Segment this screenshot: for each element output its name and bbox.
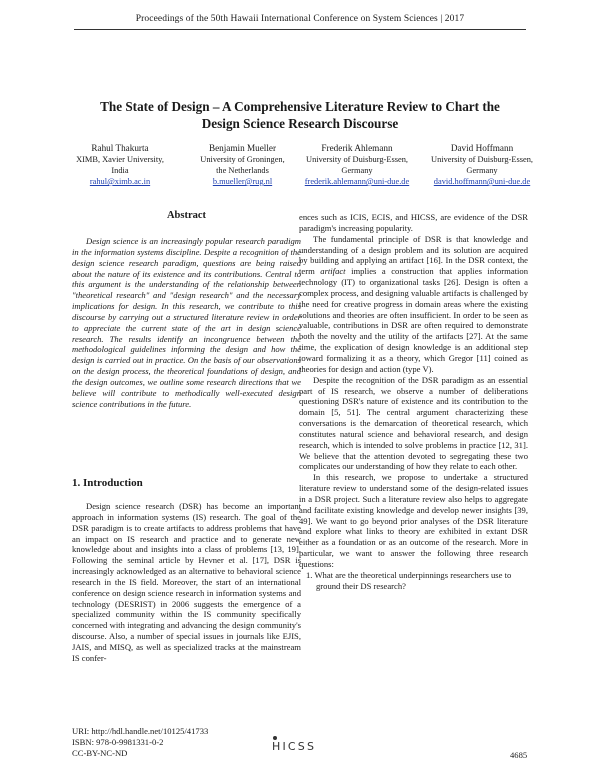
author-affiliation: University of Duisburg-Essen, xyxy=(306,155,408,164)
author-name: Benjamin Mueller xyxy=(208,143,277,153)
author-country: the Netherlands xyxy=(216,166,269,175)
hicss-logo-text: HICSS xyxy=(272,740,317,753)
footer-metadata xyxy=(72,726,208,759)
author-country: India xyxy=(111,166,129,175)
author-email-link[interactable]: rahul@ximb.ac.in xyxy=(89,177,151,186)
author-country: Germany xyxy=(466,166,498,175)
author-block xyxy=(185,143,300,187)
hicss-logo xyxy=(272,740,316,753)
header-rule xyxy=(74,29,526,30)
text-run: The fundamental principle of DSR is that knowledge and understanding of a design problem and its solution are acquired by building and applying an artifact [16]. In the DSR context, the term xyxy=(299,233,528,277)
uri-link[interactable]: URI: http://hdl.handle.net/10125/41733 xyxy=(72,726,209,736)
author-block xyxy=(297,143,417,187)
right-column xyxy=(299,212,528,592)
intro-left-column xyxy=(72,501,301,664)
author-email-link[interactable]: david.hoffmann@uni-due.de xyxy=(433,177,531,186)
intro-paragraph-1: Design science research (DSR) has become an important approach in information systems (IS) research. The goal of the DSR paradigm is to create artifacts to address problems that have an impact on IS research and practice and to generate new knowledge about and insights into a class of problems [13, 19]. Following the seminal article by Hevner et al. [17], DSR is increasingly acknowledged as an alternative to behavioral science research in the IS field. Moreover, the start of an international conference on design science research in information systems and technology (DESRIST) in 2006 suggests the emergence of a specialized community within the IS community specifically concerned with integrating and advancing the design community's discourse. Also, a number of special issues in journals like EJIS, JAIS, and MISQ, as well as specialized tracks at the mainstream IS confer- xyxy=(72,501,301,663)
abstract-heading: Abstract xyxy=(166,210,207,221)
intro-paragraph-3: Despite the recognition of the DSR paradigm as an essential part of IS research, we observe a number of deliberations questioning DSR's nature of existence and its contribution to the domain [5, 51]. The central argument characterizing these conversations is the demarcation of theoretical research, which constitutes natural science and behavioral research, and design research, which is intended to solve problems in practice [12, 31]. We believe that the attention devoted to segregating these two complicates our understanding of how they relate to each other. xyxy=(299,374,528,472)
author-name: Frederik Ahlemann xyxy=(321,143,393,153)
paper-title xyxy=(60,98,540,132)
author-block xyxy=(412,143,552,187)
introduction-heading: 1. Introduction xyxy=(72,477,143,489)
research-question-1: 1. What are the theoretical underpinnings researchers use to ground their DS research? xyxy=(306,569,512,591)
author-email-link[interactable]: b.mueller@rug.nl xyxy=(212,177,273,186)
license-text: CC-BY-NC-ND xyxy=(72,748,128,758)
author-country: Germany xyxy=(341,166,373,175)
intro-paragraph-2 xyxy=(299,234,528,375)
text-run: implies a construction that applies information technology (IT) to organizational tasks [26]. Design is often a complex process, and designing valuable artifacts is challenged by the need for creative progress in domain areas where the existing solutions and theories are often insufficient. In order to be seen as valuable, contributions in DSR are often required to demonstrate both the novelty and the utility of the artifacts [27]. At the same time, the explication of design knowledge is an additional step toward formalizing it as a theory, which Gregor [11] coined as theories for design and action (type V). xyxy=(299,266,528,374)
author-affiliation: XIMB, Xavier University, xyxy=(76,155,164,164)
isbn-text: ISBN: 978-0-9981331-0-2 xyxy=(72,737,164,747)
author-email-link[interactable]: frederik.ahlemann@uni-due.de xyxy=(304,177,410,186)
author-affiliation: University of Groningen, xyxy=(200,155,285,164)
abstract-paragraph: Design science is an increasingly popular research paradigm in the information systems discipline. Despite a recognition of the design science research paradigm, questions are being raised about the nature of its existence and its contributions. Central to this argument is the understanding of the relationship between "theoretical research" and "design research" and the necessary implications for design. In this research, we contribute to this discourse by carrying out a structured literature review in order to appreciate the current state of the art in design science research. The results identify an incongruence between the methodological guidelines informing the design and how the design is carried out in practice. On the basis of our observations on the design process, the theoretical foundations of design, and the design outcomes, we outline some research directions that we believe will contribute to methodically well-executed design science contributions in the future. xyxy=(72,236,301,409)
emphasized-term: artifact xyxy=(320,266,346,277)
author-affiliation: University of Duisburg-Essen, xyxy=(431,155,533,164)
title-line-1: The State of Design – A Comprehensive Literature Review to Chart the xyxy=(100,99,500,114)
intro-paragraph-continued: ences such as ICIS, ECIS, and HICSS, are evidence of the DSR paradigm's increasing popularity. xyxy=(299,212,528,233)
running-header: Proceedings of the 50th Hawaii International Conference on System Sciences | 2017 xyxy=(135,14,465,24)
abstract-body xyxy=(72,236,301,410)
intro-paragraph-4: In this research, we propose to undertake a structured literature review to understand some of the design-related issues in a DSR project. Such a literature review also helps to aggregate and facilitate existing knowledge and develop newer insights [39, 49]. We want to go beyond prior analyses of the DSR literature and explore what links to theory are exhibited in extant DSR either as a foundation or as an outcome of the research. More in particular, we want to answer the following three research questions: xyxy=(299,472,528,569)
author-name: David Hoffmann xyxy=(450,143,514,153)
page-number: 4685 xyxy=(510,750,528,760)
title-line-2: Design Science Research Discourse xyxy=(201,116,399,131)
author-name: Rahul Thakurta xyxy=(91,143,149,153)
author-block xyxy=(60,143,180,187)
